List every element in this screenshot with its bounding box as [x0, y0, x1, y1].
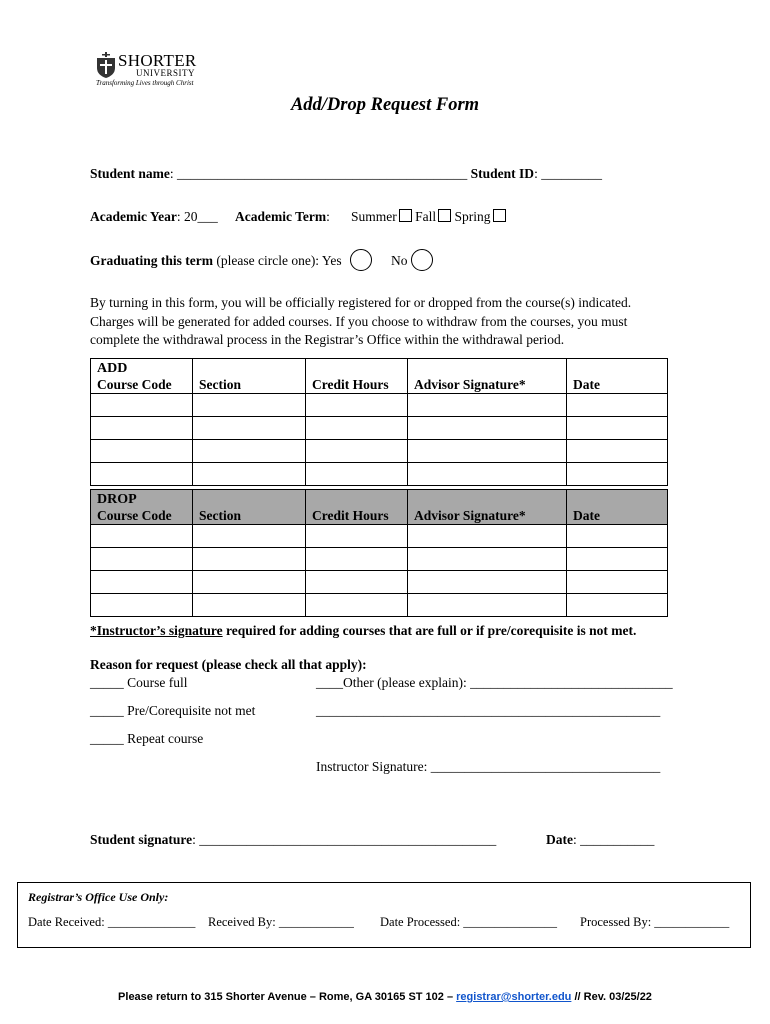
- instructor-note: [90, 623, 636, 639]
- drop-header-row: [91, 490, 668, 525]
- add-col-section: Section: [193, 359, 306, 394]
- office-processed-by[interactable]: Processed By: ____________: [580, 915, 730, 929]
- reason-other-line[interactable]: ___________________________________________________: [316, 703, 661, 718]
- drop-col-advisor-signature: Advisor Signature*: [408, 490, 567, 525]
- form-title: Add/Drop Request Form: [290, 95, 480, 115]
- instructor-signature-field[interactable]: Instructor Signature: __________________________________: [316, 759, 661, 774]
- student-id-label: Student ID: [470, 166, 535, 181]
- logo-sub: UNIVERSITY: [136, 68, 195, 78]
- academic-row: [90, 209, 218, 225]
- academic-year-label: Academic Year: [90, 209, 177, 224]
- student-signature-row: [90, 832, 496, 848]
- student-signature-label: Student signature: [90, 832, 193, 847]
- logo-name: SHORTER: [118, 51, 197, 70]
- office-received-by[interactable]: Received By: ____________: [208, 915, 354, 929]
- term-fall-checkbox[interactable]: [438, 209, 451, 222]
- university-logo: [96, 46, 206, 90]
- table-row[interactable]: [91, 463, 668, 486]
- student-name-field[interactable]: : ___________________________________________: [169, 166, 468, 181]
- drop-col-date: Date: [567, 490, 668, 525]
- graduating-hint: (please circle one): Yes: [213, 253, 342, 268]
- date-field[interactable]: : ___________: [573, 832, 655, 847]
- footer-revision: // Rev. 03/25/22: [571, 991, 652, 1003]
- date-label: Date: [546, 832, 573, 847]
- drop-section-label: DROP: [97, 492, 137, 507]
- reason-prereq[interactable]: _____ Pre/Corequisite not met: [90, 703, 256, 718]
- table-row[interactable]: [91, 440, 668, 463]
- table-row[interactable]: [91, 594, 668, 617]
- term-spring-checkbox[interactable]: [493, 209, 506, 222]
- office-heading: Registrar’s Office Use Only:: [28, 890, 169, 904]
- term-summer-checkbox[interactable]: [399, 209, 412, 222]
- instructor-note-text: required for adding courses that are full or if pre/corequisite is not met.: [222, 623, 637, 638]
- footer-email-link[interactable]: registrar@shorter.edu: [456, 991, 572, 1003]
- term-summer-label: Summer: [351, 209, 397, 224]
- yes-circle-option[interactable]: [350, 249, 372, 271]
- term-options: [351, 209, 506, 225]
- drop-col-section: Section: [193, 490, 306, 525]
- add-col-advisor-signature: Advisor Signature*: [408, 359, 567, 394]
- footer: [0, 991, 770, 1003]
- graduating-no-label: No: [391, 253, 408, 268]
- crest-icon: [96, 52, 116, 78]
- add-section-label: ADD: [97, 361, 128, 376]
- student-signature-field[interactable]: : ____________________________________________: [192, 832, 497, 847]
- drop-col-credit-hours: Credit Hours: [306, 490, 408, 525]
- table-row[interactable]: [91, 571, 668, 594]
- office-date-processed[interactable]: Date Processed: _______________: [380, 915, 558, 929]
- academic-year-field[interactable]: : 20___: [176, 209, 218, 224]
- term-fall-label: Fall: [415, 209, 437, 224]
- reason-repeat[interactable]: _____ Repeat course: [90, 731, 204, 746]
- student-id-field[interactable]: : _________: [534, 166, 602, 181]
- student-name-row: [90, 166, 602, 182]
- student-name-label: Student name: [90, 166, 170, 181]
- instructor-note-emphasis: *Instructor’s signature: [90, 623, 223, 638]
- registrar-office-box: [17, 882, 751, 948]
- logo-tagline: Transforming Lives through Christ: [96, 79, 194, 87]
- academic-term-group: Academic Term:: [235, 209, 330, 224]
- academic-term-label: Academic Term: [235, 209, 327, 224]
- add-col-date: Date: [567, 359, 668, 394]
- add-col-credit-hours: Credit Hours: [306, 359, 408, 394]
- registration-notice: By turning in this form, you will be officially registered for or dropped from the course(s) indicated. Charges will be generated for added courses. If you choose to withdraw from the courses, you must complete the withdrawal process in the Registrar’s Office within the withdrawal period.: [90, 295, 632, 347]
- add-col-course-code: Course Code: [97, 377, 172, 392]
- drop-courses-table: [90, 489, 668, 617]
- reason-other[interactable]: ____Other (please explain): ______________________________: [316, 675, 673, 690]
- date-row: [546, 832, 654, 848]
- reason-heading: Reason for request (please check all that apply):: [90, 657, 367, 672]
- drop-col-course-code: Course Code: [97, 508, 172, 523]
- add-courses-table: [90, 358, 668, 486]
- table-row[interactable]: [91, 394, 668, 417]
- footer-address: Please return to 315 Shorter Avenue – Rome, GA 30165 ST 102 –: [118, 991, 457, 1003]
- no-circle-option[interactable]: [411, 249, 433, 271]
- table-row[interactable]: [91, 548, 668, 571]
- table-row[interactable]: [91, 417, 668, 440]
- graduating-label: Graduating this term: [90, 253, 213, 268]
- table-row[interactable]: [91, 525, 668, 548]
- reason-course-full[interactable]: _____ Course full: [90, 675, 188, 690]
- term-spring-label: Spring: [454, 209, 491, 224]
- office-date-received[interactable]: Date Received: ______________: [28, 915, 196, 929]
- graduating-row: [90, 253, 342, 269]
- add-header-row: [91, 359, 668, 394]
